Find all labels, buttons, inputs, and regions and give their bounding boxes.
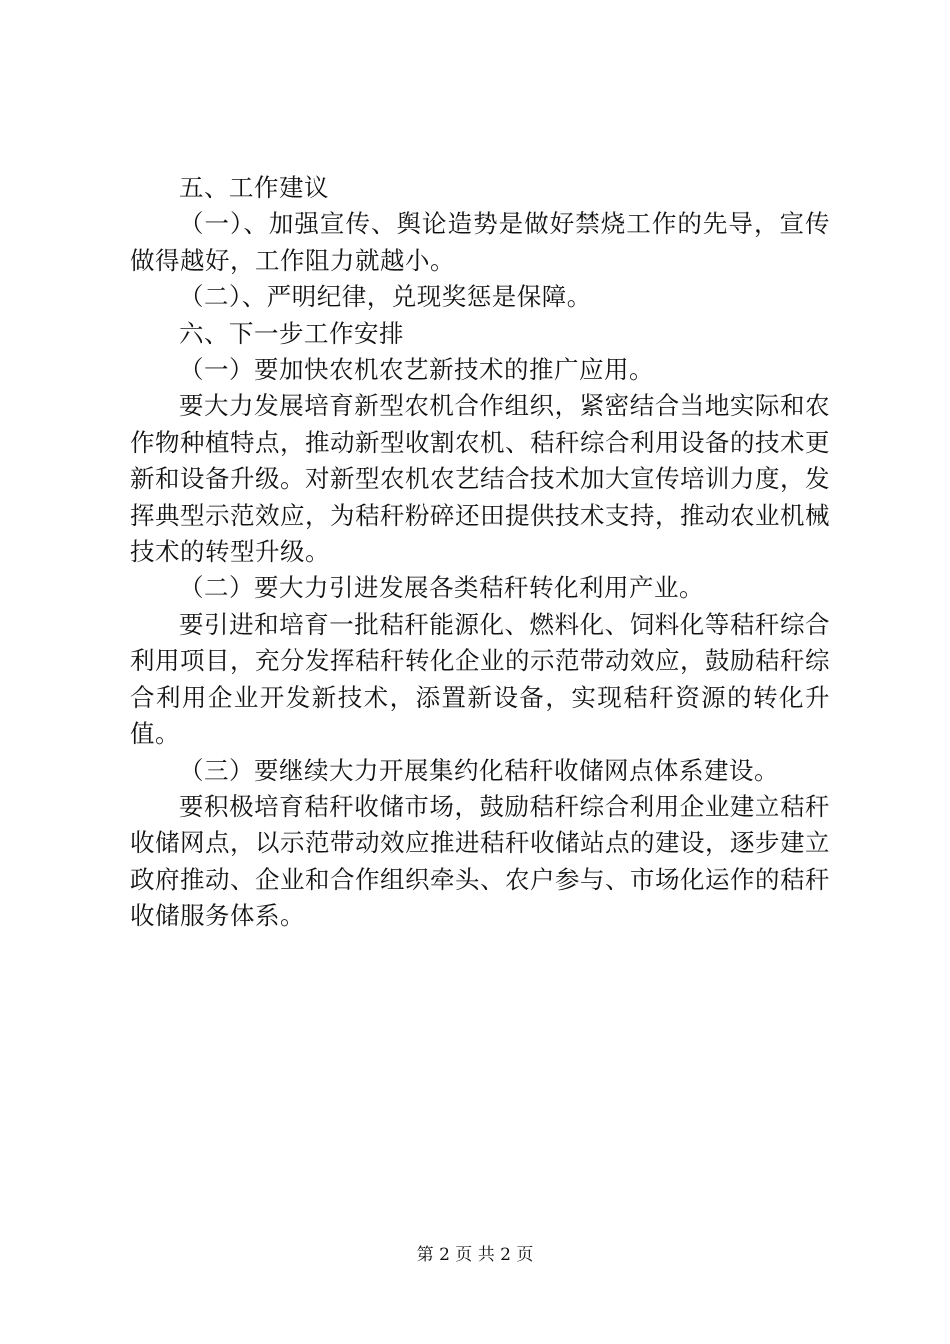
next-step-body-1: 要大力发展培育新型农机合作组织，紧密结合当地实际和农作物种植特点，推动新型收割农机、秸秆综合利用设备的技术更新和设备升级。对新型农机农艺结合技术加大宣传培训力度，发挥典型示范效应，为秸秆粉碎还田提供技术支持，推动农业机械技术的转型升级。 (130, 391, 830, 567)
next-step-heading-2: （二）要大力引进发展各类秸秆转化利用产业。 (179, 573, 704, 603)
next-step-body-3: 要积极培育秸秆收储市场，鼓励秸秆综合利用企业建立秸秆收储网点，以示范带动效应推进秸秆收储站点的建设，逐步建立政府推动、企业和合作组织牵头、农户参与、市场化运作的秸秆收储服务体系。 (130, 791, 830, 931)
document-body (130, 170, 830, 935)
page-footer (0, 1243, 950, 1267)
next-step-body-2: 要引进和培育一批秸秆能源化、燃料化、饲料化等秸秆综合利用项目，充分发挥秸秆转化企业的示范带动效应，鼓励秸秆综合利用企业开发新技术，添置新设备，实现秸秆资源的转化升值。 (130, 609, 830, 749)
page-number-label: 第 2 页 共 2 页 (416, 1245, 534, 1265)
section-heading-work-suggestions: 五、工作建议 (179, 173, 329, 202)
section-heading-next-steps: 六、下一步工作安排 (179, 318, 404, 348)
next-step-heading-3: （三）要继续大力开展集约化秸秆收储网点体系建设。 (179, 755, 779, 785)
suggestion-item-1: （一）、加强宣传、舆论造势是做好禁烧工作的先导，宣传做得越好，工作阻力就越小。 (130, 209, 830, 275)
next-step-heading-1: （一）要加快农机农艺新技术的推广应用。 (179, 355, 654, 385)
suggestion-item-2: （二）、严明纪律，兑现奖惩是保障。 (179, 282, 592, 312)
